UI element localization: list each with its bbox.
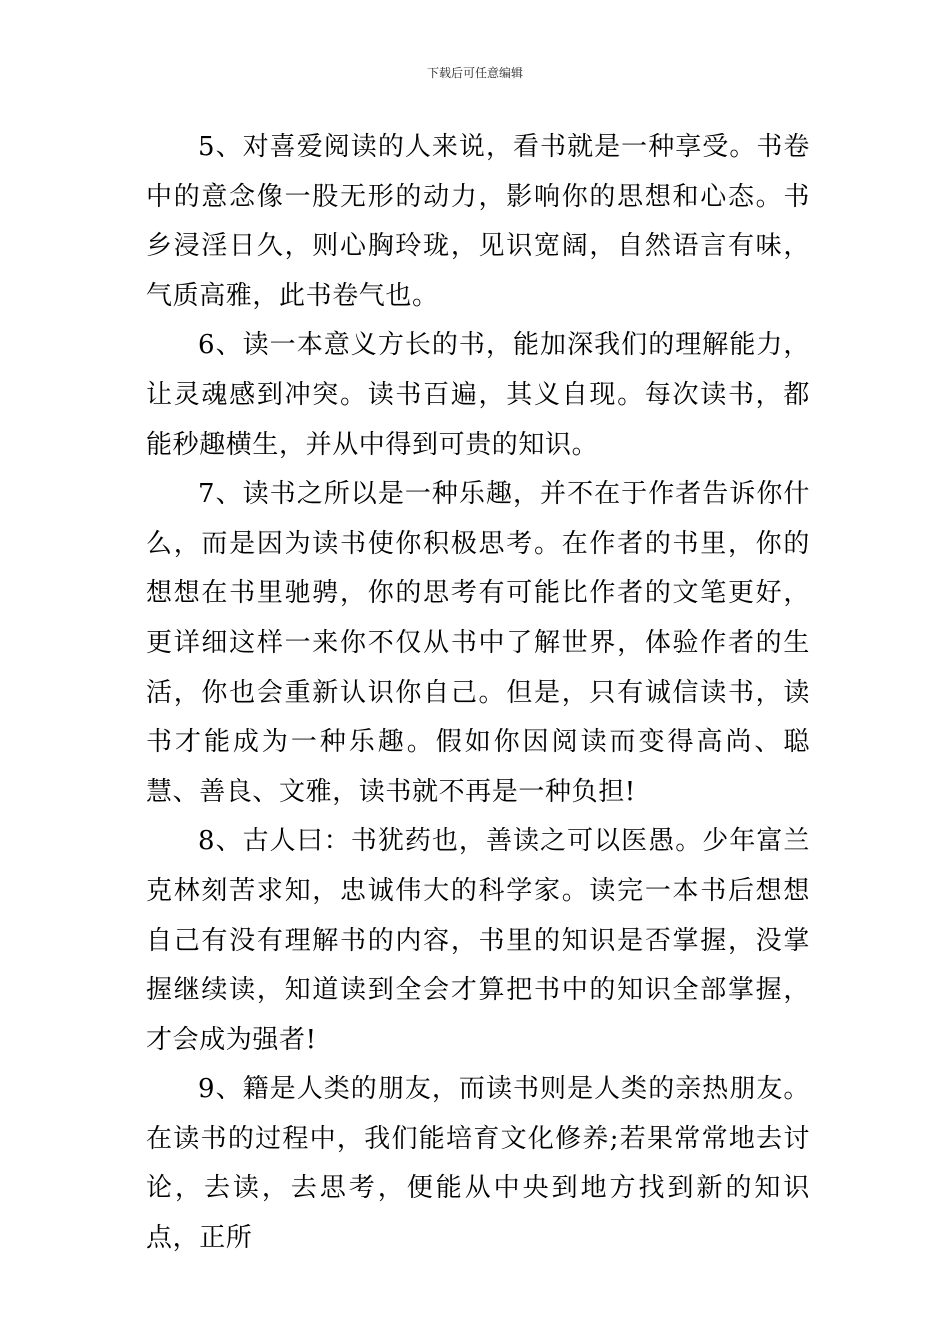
paragraph-6: 6、读一本意义方长的书，能加深我们的理解能力，让灵魂感到冲突。读书百遍，其义自现。每次读书，都能秒趣横生，并从中得到可贵的知识。 xyxy=(146,330,810,460)
paragraph-9: 9、籍是人类的朋友，而读书则是人类的亲热朋友。在读书的过程中，我们能培育文化修养;若果常常地去讨论，去读，去思考，便能从中央到地方找到新的知识点，正所 xyxy=(146,1074,810,1254)
paragraph-7: 7、读书之所以是一种乐趣，并不在于作者告诉你什么，而是因为读书使你积极思考。在作者的书里，你的想想在书里驰骋，你的思考有可能比作者的文笔更好，更详细这样一来你不仅从书中了解世界，体验作者的生活，你也会重新认识你自己。但是，只有诚信读书，读书才能成为一种乐趣。假如你因阅读而变得高尚、聪慧、善良、文雅，读书就不再是一种负担! xyxy=(146,479,810,807)
page-header: 下载后可任意编辑 xyxy=(426,66,523,80)
paragraph-8: 8、古人曰：书犹药也，善读之可以医愚。少年富兰克林刻苦求知，忠诚伟大的科学家。读完一本书后想想自己有没有理解书的内容，书里的知识是否掌握，没掌握继续读，知道读到全会才算把书中的知识全部掌握，才会成为强者! xyxy=(146,826,810,1055)
paragraph-5: 5、对喜爱阅读的人来说，看书就是一种享受。书卷中的意念像一股无形的动力，影响你的思想和心态。书乡浸淫日久，则心胸玲珑，见识宽阔，自然语言有味，气质高雅，此书卷气也。 xyxy=(146,132,810,311)
document-body xyxy=(146,123,810,1264)
